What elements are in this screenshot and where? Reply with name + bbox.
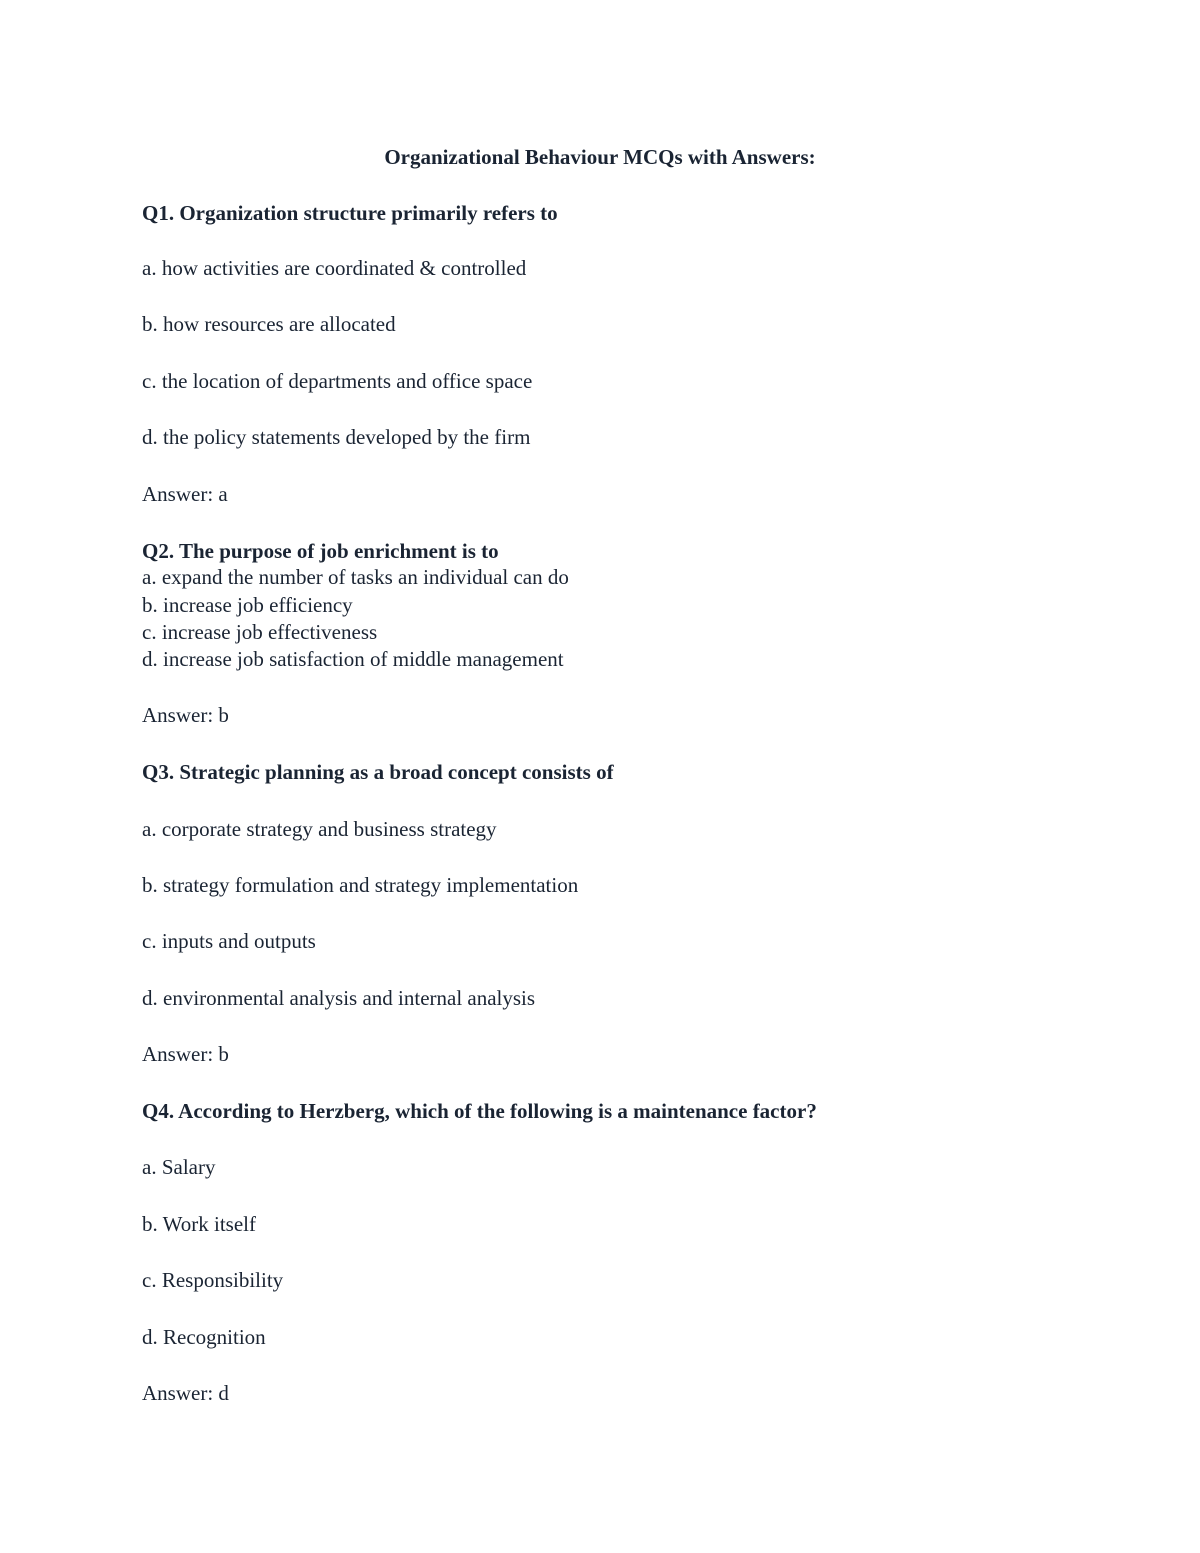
- question-2-option-a: a. expand the number of tasks an individual can do: [142, 565, 569, 589]
- question-2-answer: Answer: b: [142, 703, 229, 727]
- question-3-option-d: d. environmental analysis and internal analysis: [142, 986, 536, 1010]
- question-4-option-d: d. Recognition: [142, 1325, 266, 1349]
- question-2-option-d: d. increase job satisfaction of middle management: [142, 647, 564, 671]
- question-3-option-c: c. inputs and outputs: [142, 929, 316, 953]
- question-4-option-b: b. Work itself: [142, 1212, 256, 1236]
- document-title: Organizational Behaviour MCQs with Answers:: [384, 145, 816, 169]
- question-2-option-b: b. increase job efficiency: [142, 593, 353, 617]
- question-4-option-c: c. Responsibility: [142, 1268, 284, 1292]
- question-1-option-b: b. how resources are allocated: [142, 312, 396, 336]
- question-3-option-a: a. corporate strategy and business strategy: [142, 817, 497, 841]
- question-3-option-b: b. strategy formulation and strategy implementation: [142, 873, 579, 897]
- question-1-option-d: d. the policy statements developed by the firm: [142, 425, 531, 449]
- question-1-text: Q1. Organization structure primarily refers to: [142, 201, 558, 225]
- question-3-text: Q3. Strategic planning as a broad concept consists of: [142, 760, 614, 784]
- question-3-answer: Answer: b: [142, 1042, 229, 1066]
- question-4-answer: Answer: d: [142, 1381, 229, 1405]
- question-1-option-a: a. how activities are coordinated & controlled: [142, 256, 527, 280]
- question-1-option-c: c. the location of departments and office space: [142, 369, 533, 393]
- question-1-answer: Answer: a: [142, 482, 228, 506]
- question-2-text: Q2. The purpose of job enrichment is to: [142, 539, 499, 563]
- question-4-option-a: a. Salary: [142, 1155, 216, 1179]
- question-2-option-c: c. increase job effectiveness: [142, 620, 378, 644]
- question-4-text: Q4. According to Herzberg, which of the following is a maintenance factor?: [142, 1099, 817, 1123]
